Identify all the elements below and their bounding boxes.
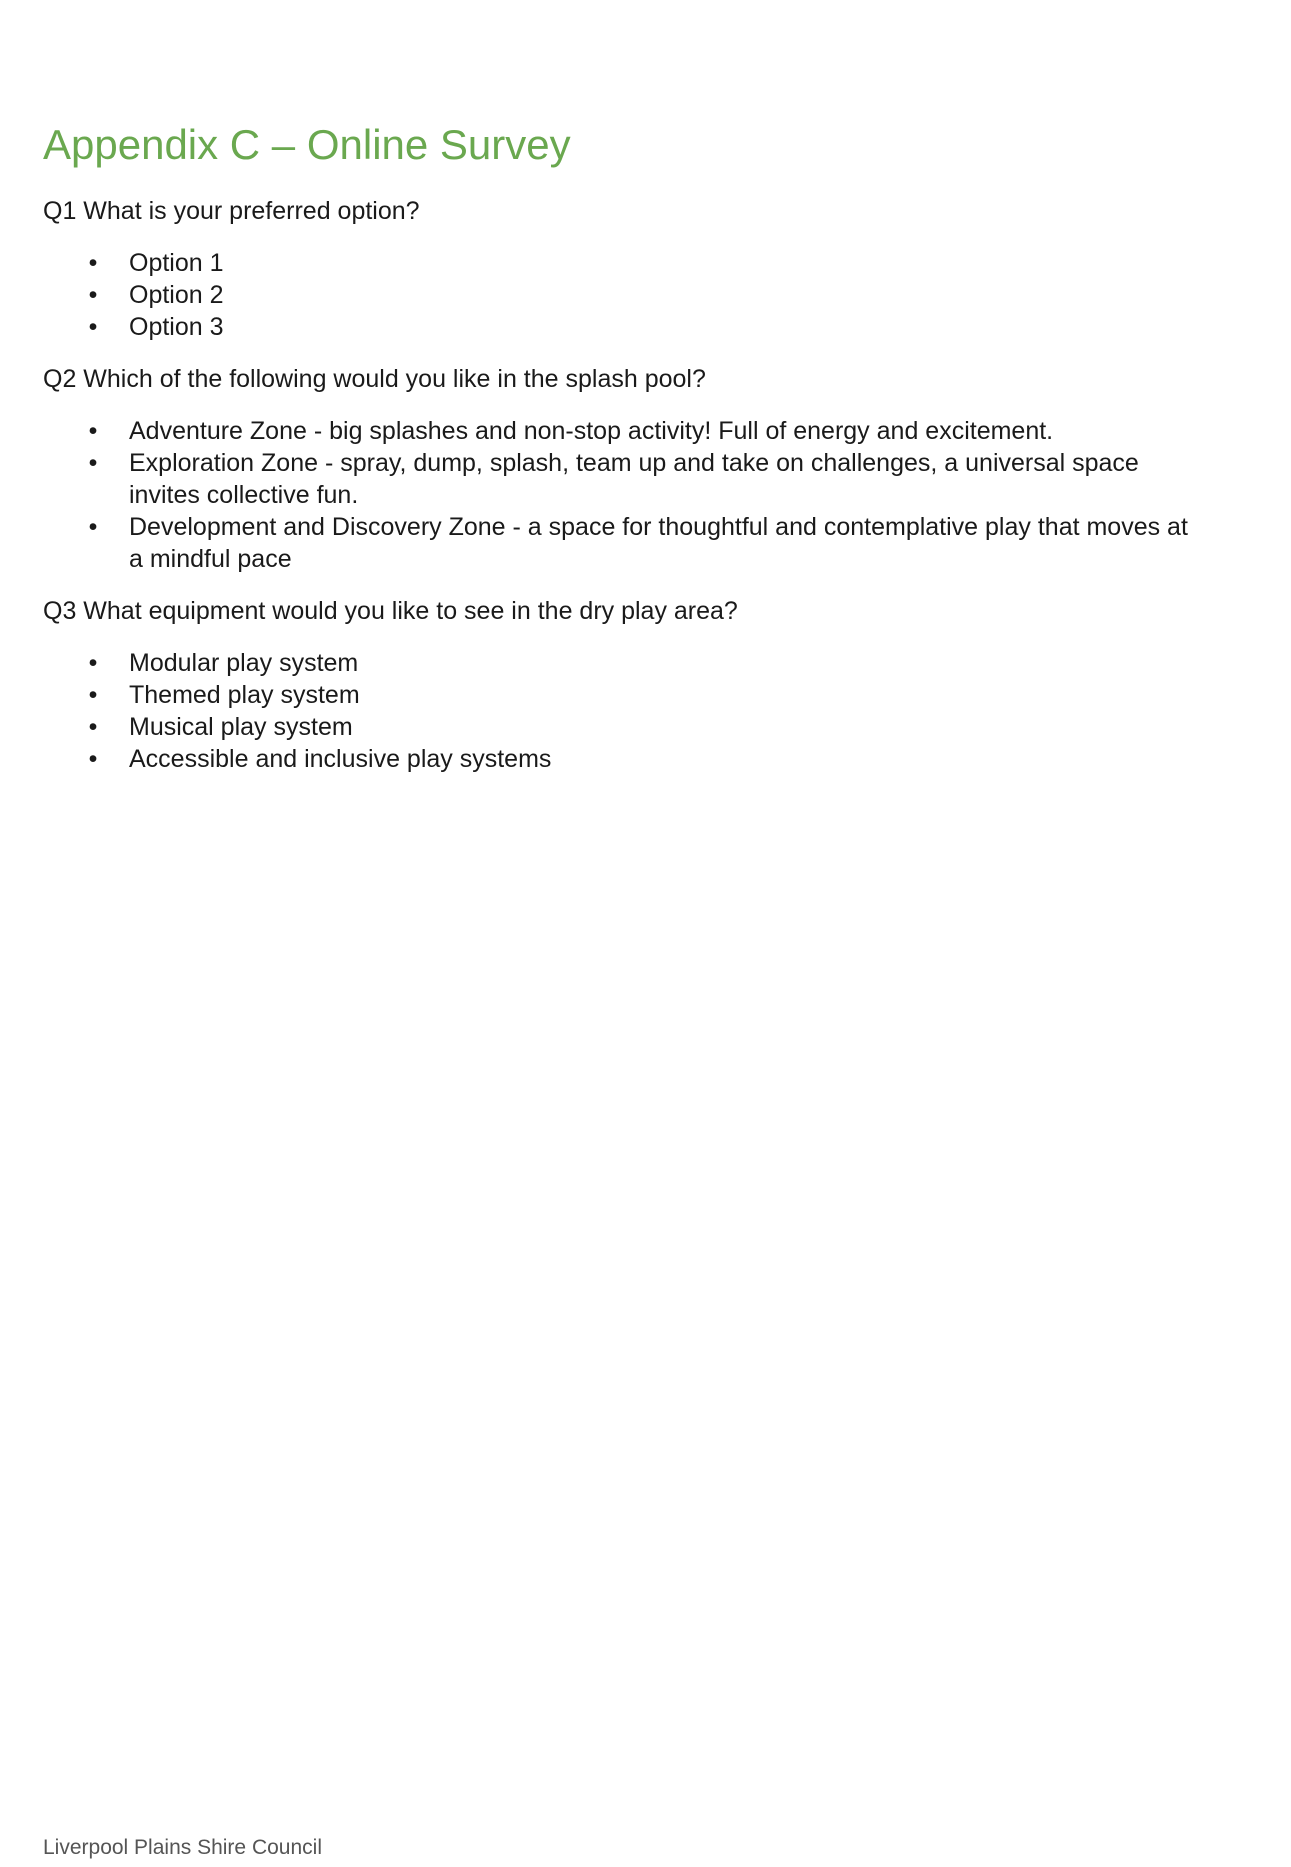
option-label: Exploration Zone - spray, dump, splash, team up and take on challenges, a universal space invites collective fun. <box>129 449 1139 509</box>
bullet-icon: • <box>88 649 98 677</box>
question-3-option-4 <box>43 743 1243 775</box>
option-label: Option 1 <box>129 249 224 277</box>
question-1-text: Q1 What is your preferred option? <box>43 197 420 225</box>
question-1-option-3 <box>43 311 1243 343</box>
question-2-option-3 <box>43 511 1193 575</box>
footer-council-name: Liverpool Plains Shire Council <box>43 1836 322 1859</box>
question-2-option-2 <box>43 447 1193 511</box>
question-1-option-1 <box>43 247 1243 279</box>
option-label: Development and Discovery Zone - a space for thoughtful and contemplative play that moves at a mindful pace <box>129 513 1188 573</box>
question-3-option-2 <box>43 679 1243 711</box>
option-label: Option 2 <box>129 281 224 309</box>
question-2-options <box>43 415 1193 575</box>
option-label: Adventure Zone - big splashes and non-stop activity! Full of energy and excitement. <box>129 417 1054 445</box>
option-label: Accessible and inclusive play systems <box>129 745 552 773</box>
question-3-option-3 <box>43 711 1243 743</box>
bullet-icon: • <box>88 249 98 277</box>
page-title: Appendix C – Online Survey <box>43 121 571 168</box>
question-block-3 <box>43 595 1243 775</box>
bullet-icon: • <box>88 681 98 709</box>
question-3-text: Q3 What equipment would you like to see in the dry play area? <box>43 597 738 625</box>
question-2-option-1 <box>43 415 1193 447</box>
option-label: Option 3 <box>129 313 224 341</box>
question-2-text: Q2 Which of the following would you like in the splash pool? <box>43 365 706 393</box>
bullet-icon: • <box>88 449 98 477</box>
question-block-2 <box>43 363 1243 575</box>
bullet-icon: • <box>88 513 98 541</box>
bullet-icon: • <box>88 713 98 741</box>
bullet-icon: • <box>88 417 98 445</box>
question-block-1 <box>43 195 1243 343</box>
question-1-options <box>43 247 1243 343</box>
option-label: Musical play system <box>129 713 353 741</box>
question-3-options <box>43 647 1243 775</box>
bullet-icon: • <box>88 313 98 341</box>
bullet-icon: • <box>88 281 98 309</box>
question-1-option-2 <box>43 279 1243 311</box>
option-label: Modular play system <box>129 649 359 677</box>
question-3-option-1 <box>43 647 1243 679</box>
option-label: Themed play system <box>129 681 360 709</box>
document-page <box>43 115 1243 795</box>
bullet-icon: • <box>88 745 98 773</box>
